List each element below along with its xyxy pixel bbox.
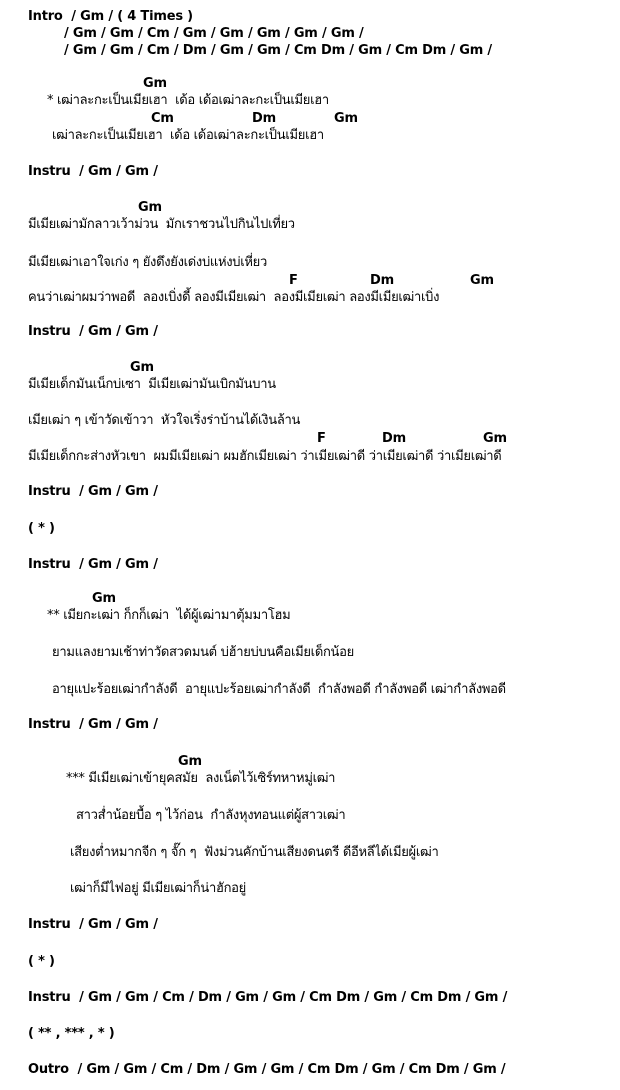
lyric-line: * เฒ่าละกะเป็นเมียเฮา เด้อ เด้อเฒ่าละกะเป็นเมียเฮา (47, 93, 329, 108)
lyric-line: อายุแปะร้อยเฒ่ากำลังดี อายุแปะร้อยเฒ่ากำลังดี กำลังพอดี กำลังพอดี เฒ่ากำลังพอดี (52, 682, 506, 697)
outro-line: Outro / Gm / Gm / Cm / Dm / Gm / Gm / Cm Dm / Gm / Cm Dm / Gm / (28, 1062, 506, 1077)
chord-label: Gm (138, 200, 162, 215)
lyric-line: มีเมียเฒ่ามักลาวเว้าม่วน มักเราชวนไปกินไปเที่ยว (28, 217, 295, 232)
instru-line: Instru / Gm / Gm / (28, 164, 158, 179)
intro-line-1: Intro / Gm / ( 4 Times ) (28, 9, 193, 24)
instru-line: Instru / Gm / Gm / Cm / Dm / Gm / Gm / Cm Dm / Gm / Cm Dm / Gm / (28, 990, 508, 1005)
instru-line: Instru / Gm / Gm / (28, 324, 158, 339)
chord-label: Cm (151, 111, 174, 126)
chord-label: Gm (334, 111, 358, 126)
repeat-marker: ( * ) (28, 521, 55, 536)
repeat-marker: ( * ) (28, 954, 55, 969)
intro-line-2: / Gm / Gm / Cm / Gm / Gm / Gm / Gm / Gm / (64, 26, 364, 41)
lyric-line: เสียงต่ำหมากจีก ๆ จั๊ก ๆ ฟังม่วนคักบ้านเสียงดนตรี ดีอีหลีได้เมียผู้เฒ่า (70, 845, 439, 860)
chord-label: Gm (178, 754, 202, 769)
lyric-line: เฒ่าก็มีไฟอยู่ มีเมียเฒ่าก็น่าฮักอยู่ (70, 881, 246, 896)
chord-label: Gm (483, 431, 507, 446)
lyric-line: เฒ่าละกะเป็นเมียเฮา เด้อ เด้อเฒ่าละกะเป็นเมียเฮา (52, 128, 324, 143)
lyric-line: ** เมียกะเฒ่า ก็กก็เฒ่า ได้ผู้เฒ่ามาตุ้มมาโฮม (47, 608, 291, 623)
chord-label: Gm (143, 76, 167, 91)
lyric-line: มีเมียเด็กมันเน็กบ่เซา มีเมียเฒ่ามันเบิกมันบาน (28, 377, 276, 392)
chord-label: F (289, 273, 298, 288)
chord-label: Dm (382, 431, 406, 446)
lyric-line: เมียเฒ่า ๆ เข้าวัดเข้าวา หัวใจเริ่งร่าบ้านได้เงินล้าน (28, 413, 301, 428)
instru-line: Instru / Gm / Gm / (28, 917, 158, 932)
lyric-line: ยามแลงยามเช้าท่าวัดสวดมนต์ บ่ฮ้ายบ่บนคือเมียเด็กน้อย (52, 645, 354, 660)
lyric-line: สาวส่ำน้อยบื้อ ๆ ไว้ก่อน กำลังหุงทอนแต่ผู้สาวเฒ่า (76, 808, 346, 823)
chord-label: Dm (370, 273, 394, 288)
lyric-line: *** มีเมียเฒ่าเข้ายุคสมัย ลงเน็ตไว้เซิร์ทหาหมู่เฒ่า (66, 771, 336, 786)
lyric-line: มีเมียเฒ่าเอาใจเก่ง ๆ ยังดึงยังเด่งบ่แห่งบ่เหี่ยว (28, 255, 267, 270)
instru-line: Instru / Gm / Gm / (28, 717, 158, 732)
intro-line-3: / Gm / Gm / Cm / Dm / Gm / Gm / Cm Dm / Gm / Cm Dm / Gm / (64, 43, 492, 58)
chord-label: Dm (252, 111, 276, 126)
instru-line: Instru / Gm / Gm / (28, 557, 158, 572)
lyric-line: มีเมียเด็กกะส่างหัวเขา ผมมีเมียเฒ่า ผมฮักเมียเฒ่า ว่าเมียเฒ่าดี ว่าเมียเฒ่าดี ว่าเมียเฒ่าดี (28, 449, 502, 464)
instru-line: Instru / Gm / Gm / (28, 484, 158, 499)
chord-label: Gm (92, 591, 116, 606)
repeat-marker: ( ** , *** , * ) (28, 1026, 115, 1041)
chord-label: F (317, 431, 326, 446)
chord-label: Gm (470, 273, 494, 288)
lyric-line: คนว่าเฒ่าผมว่าพอดี ลองเบิ่งดี้ ลองมีเมียเฒ่า ลองมีเมียเฒ่า ลองมีเมียเฒ่าเบิ่ง (28, 290, 440, 305)
chord-label: Gm (130, 360, 154, 375)
